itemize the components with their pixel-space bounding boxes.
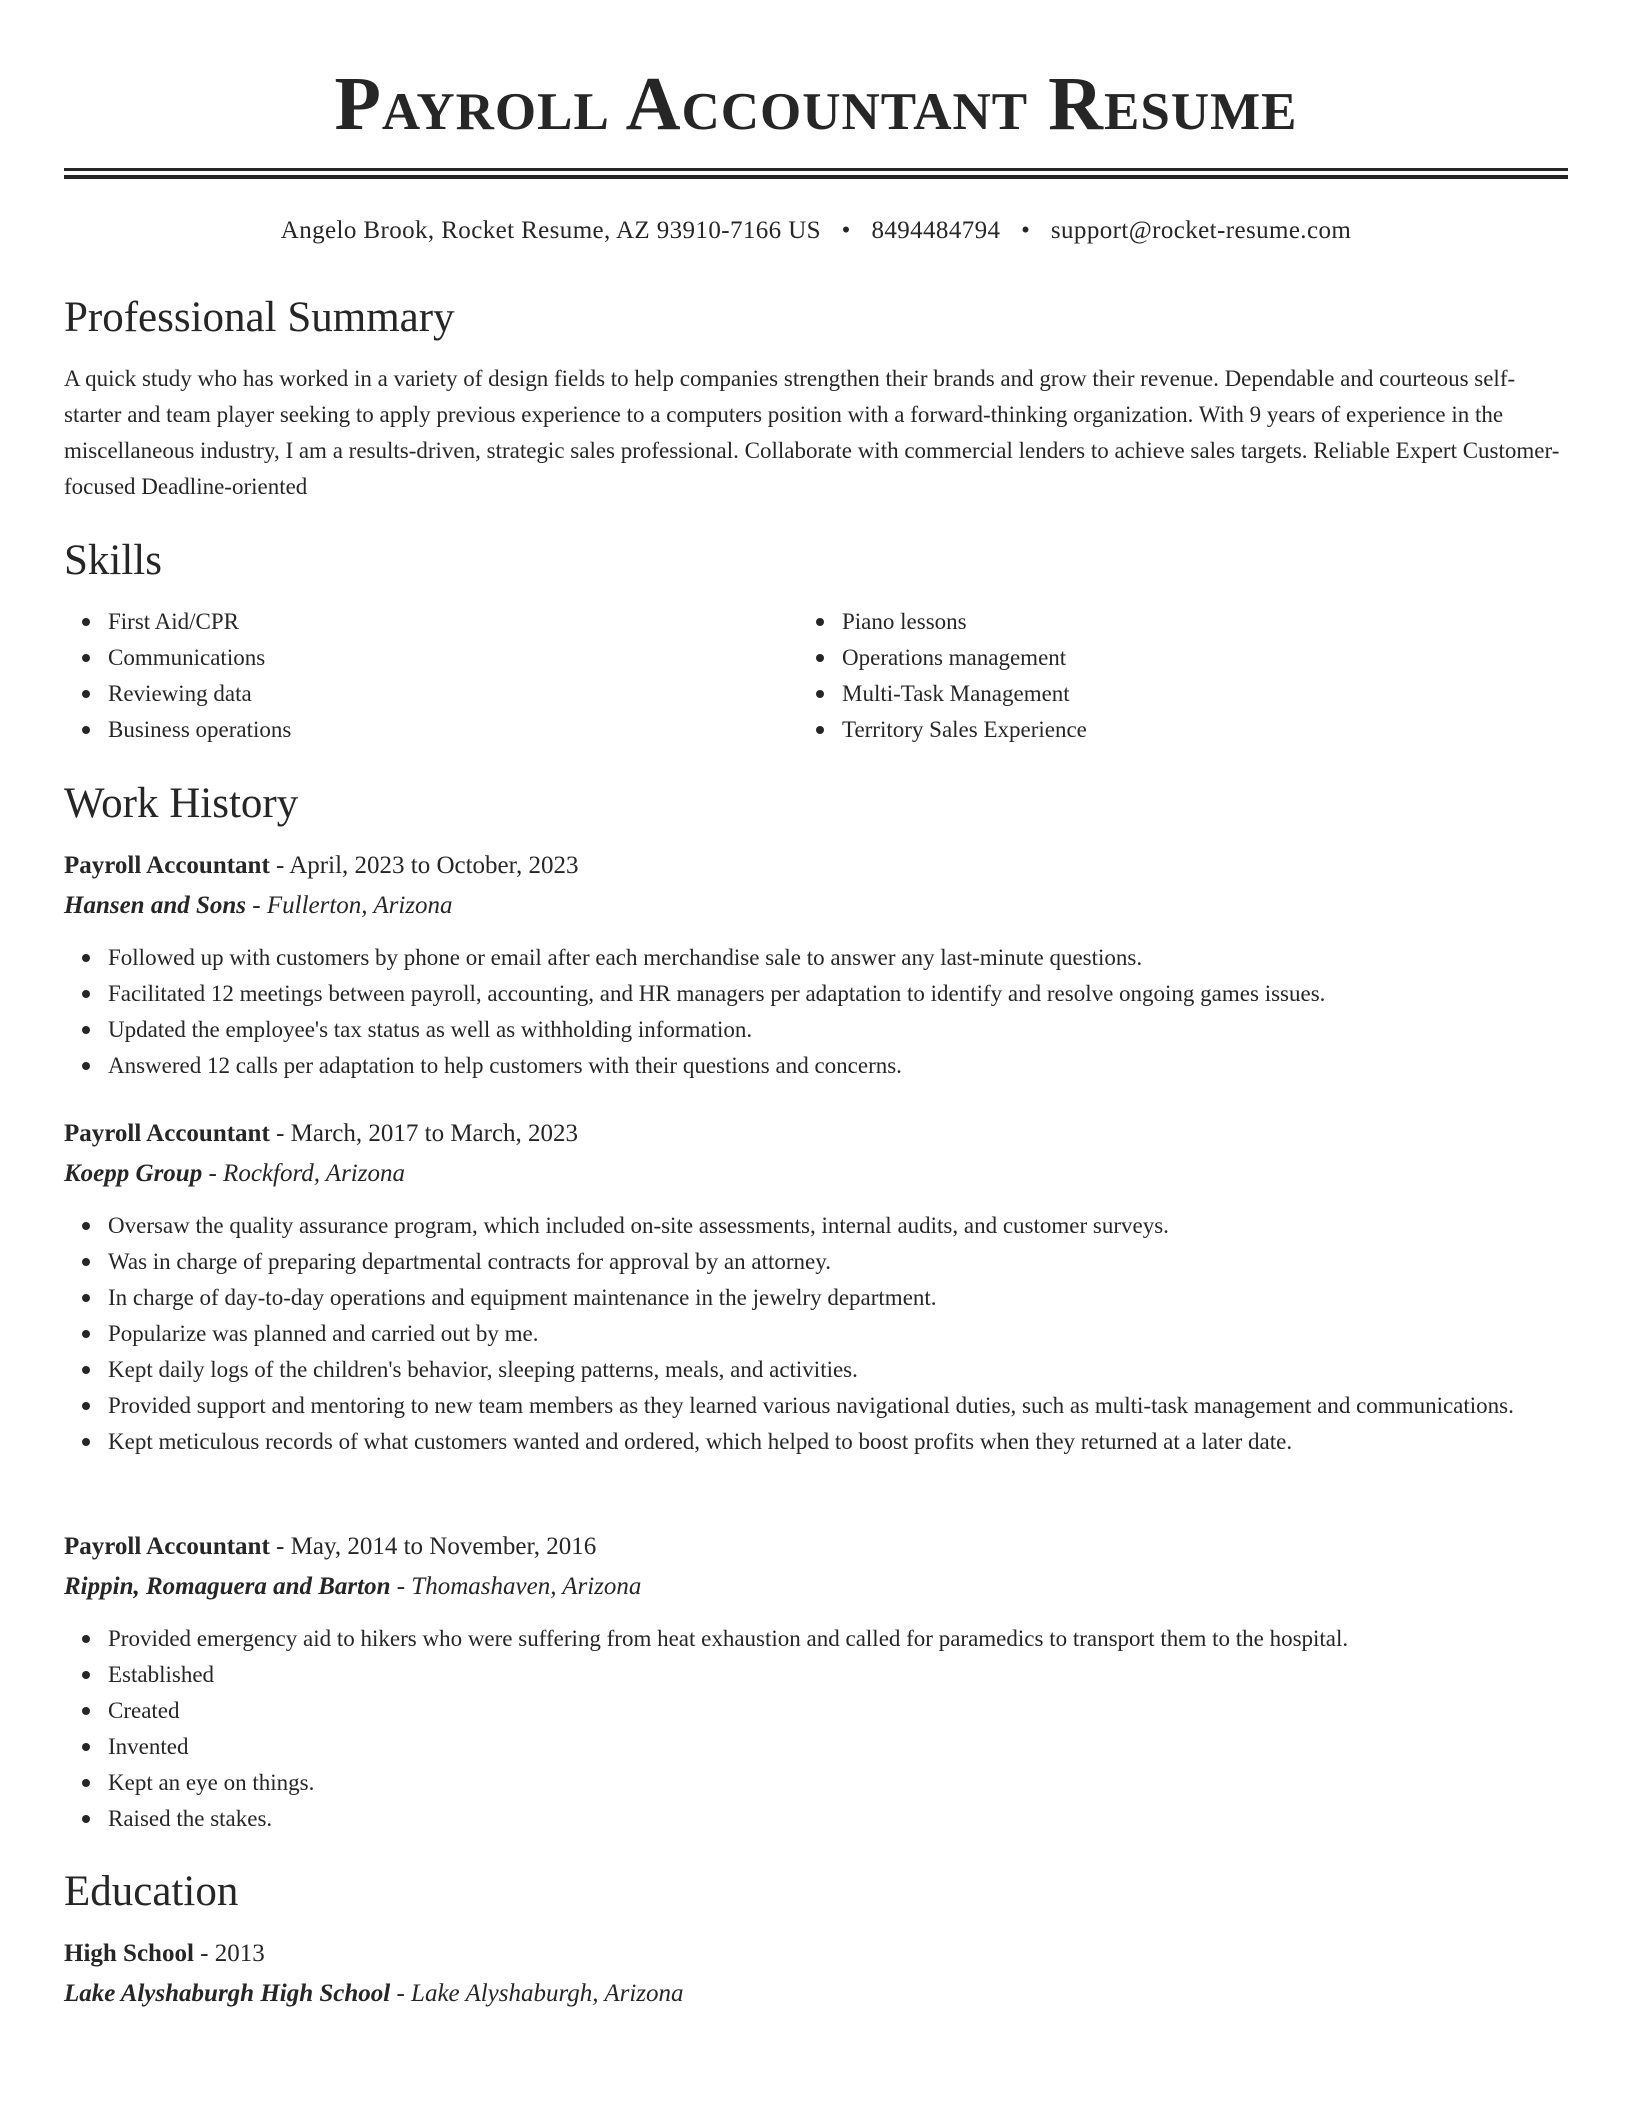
contact-email: support@rocket-resume.com: [1050, 217, 1352, 244]
duty-item: Provided emergency aid to hikers who were suffering from heat exhaustion and called for paramedics to transport them to the hospital.: [64, 1621, 1568, 1657]
skill-item: Business operations: [64, 712, 764, 748]
contact-separator: •: [1021, 217, 1031, 244]
skills-column-right: [798, 604, 1498, 748]
skill-item: Communications: [64, 640, 764, 676]
duty-item: In charge of day-to-day operations and equipment maintenance in the jewelry department.: [64, 1280, 1568, 1316]
title-divider-top: [64, 168, 1568, 171]
duty-item: Updated the employee's tax status as well as withholding information.: [64, 1012, 1568, 1048]
skills-column-left: [64, 604, 764, 748]
duty-item: Established: [64, 1657, 1568, 1693]
skills-heading: Skills: [64, 537, 162, 584]
education-heading: Education: [64, 1868, 239, 1915]
skill-item: Piano lessons: [798, 604, 1498, 640]
contact-separator: •: [841, 217, 851, 244]
contact-phone: 8494484794: [871, 217, 1001, 244]
duty-item: Popularize was planned and carried out by me.: [64, 1316, 1568, 1352]
job-company: Koepp Group: [64, 1160, 203, 1187]
skill-item: Reviewing data: [64, 676, 764, 712]
duty-item: Facilitated 12 meetings between payroll, accounting, and HR managers per adaptation to identify and resolve ongoing games issues.: [64, 976, 1568, 1012]
job-location: - Thomashaven, Arizona: [390, 1573, 642, 1600]
education-year: - 2013: [193, 1940, 265, 1967]
duty-item: Kept an eye on things.: [64, 1765, 1568, 1801]
job-header: [64, 848, 578, 884]
title-divider-bottom: [64, 175, 1568, 179]
resume-title: Payroll Accountant Resume: [334, 62, 1298, 146]
job-employer: [64, 888, 453, 924]
job-company: Hansen and Sons: [64, 892, 247, 919]
duty-item: Kept daily logs of the children's behavior, sleeping patterns, meals, and activities.: [64, 1352, 1568, 1388]
duty-item: Invented: [64, 1729, 1568, 1765]
skill-item: Territory Sales Experience: [798, 712, 1498, 748]
job-duties: [64, 1621, 1568, 1837]
job-title: Payroll Accountant: [64, 1533, 270, 1560]
duty-item: Raised the stakes.: [64, 1801, 1568, 1837]
duty-item: Answered 12 calls per adaptation to help customers with their questions and concerns.: [64, 1048, 1568, 1084]
job-duties: [64, 1208, 1568, 1460]
duty-item: Provided support and mentoring to new team members as they learned various navigational duties, such as multi-task management and communications.: [64, 1388, 1568, 1424]
job-dates: - March, 2017 to March, 2023: [269, 1120, 579, 1147]
job-title: Payroll Accountant: [64, 1120, 270, 1147]
contact-line: [64, 212, 1568, 250]
skill-item: Operations management: [798, 640, 1498, 676]
duty-item: Kept meticulous records of what customers wanted and ordered, which helped to boost profits when they returned at a later date.: [64, 1424, 1568, 1460]
job-location: - Rockford, Arizona: [202, 1160, 405, 1187]
education-header: [64, 1936, 265, 1972]
contact-address: Angelo Brook, Rocket Resume, AZ 93910-7166 US: [280, 217, 821, 244]
duty-item: Created: [64, 1693, 1568, 1729]
education-location: - Lake Alyshaburgh, Arizona: [390, 1980, 684, 2007]
job-title: Payroll Accountant: [64, 852, 270, 879]
job-company: Rippin, Romaguera and Barton: [64, 1573, 391, 1600]
education-degree: High School: [64, 1940, 194, 1967]
job-dates: - April, 2023 to October, 2023: [269, 852, 579, 879]
education-school: Lake Alyshaburgh High School: [64, 1980, 391, 2007]
duty-item: Was in charge of preparing departmental contracts for approval by an attorney.: [64, 1244, 1568, 1280]
job-employer: [64, 1569, 641, 1605]
job-header: [64, 1529, 596, 1565]
skill-item: Multi-Task Management: [798, 676, 1498, 712]
summary-text: A quick study who has worked in a variety of design fields to help companies strengthen their brands and grow their revenue. Dependable and courteous self-starter and team player seeking to apply previous experience to a computers position with a forward-thinking organization. With 9 years of experience in the miscellaneous industry, I am a results-driven, strategic sales professional. Collaborate with commercial lenders to achieve sales targets. Reliable Expert Customer-focused Deadline-oriented: [64, 366, 1560, 499]
job-dates: - May, 2014 to November, 2016: [269, 1533, 597, 1560]
job-employer: [64, 1156, 405, 1192]
job-duties: [64, 940, 1568, 1084]
job-location: - Fullerton, Arizona: [246, 892, 453, 919]
education-school-line: [64, 1976, 684, 2012]
summary-heading: Professional Summary: [64, 294, 455, 341]
duty-item: Followed up with customers by phone or email after each merchandise sale to answer any last-minute questions.: [64, 940, 1568, 976]
duty-item: Oversaw the quality assurance program, which included on-site assessments, internal audits, and customer surveys.: [64, 1208, 1568, 1244]
skill-item: First Aid/CPR: [64, 604, 764, 640]
work-history-heading: Work History: [64, 780, 299, 827]
job-header: [64, 1116, 578, 1152]
